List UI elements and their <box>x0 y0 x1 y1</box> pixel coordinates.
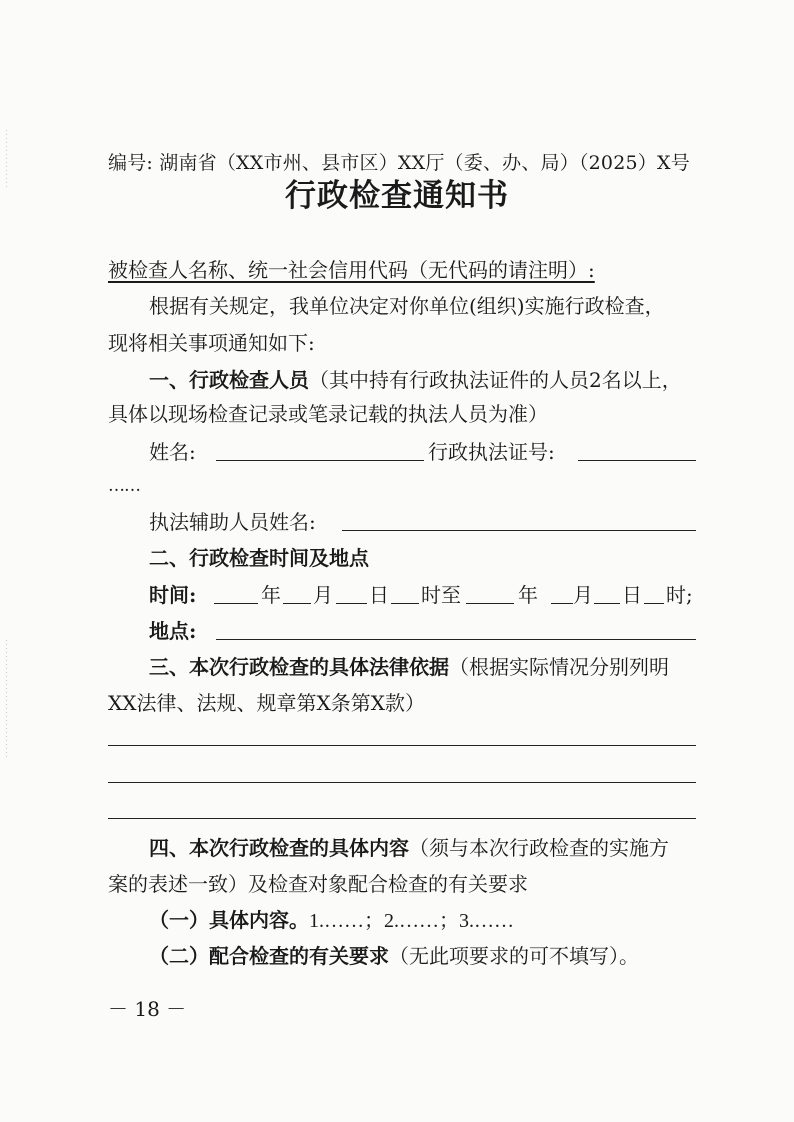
section-1-heading: 一、行政检查人员 <box>149 368 309 392</box>
section-4-heading: 四、本次行政检查的具体内容 <box>149 836 409 860</box>
place-label: 地点: <box>149 619 197 643</box>
end-month-unit: 月 <box>573 583 593 607</box>
end-day-unit: 日 <box>622 583 642 607</box>
place-field[interactable] <box>216 639 696 640</box>
end-month-field[interactable] <box>551 603 573 604</box>
inspector-name-field[interactable] <box>216 460 424 461</box>
page-number: － 18 － <box>108 997 187 1021</box>
section-1-paragraph <box>149 366 682 394</box>
start-month-field[interactable] <box>283 603 311 604</box>
start-year-field[interactable] <box>214 603 258 604</box>
end-hour-field[interactable] <box>644 603 664 604</box>
start-day-field[interactable] <box>336 603 367 604</box>
intro-text-line-2: 现将相关事项通知如下: <box>108 331 315 355</box>
assistant-name-field[interactable] <box>342 530 696 531</box>
subsection-2-label: （二）配合检查的有关要求 <box>149 944 389 968</box>
start-hour-unit: 时至 <box>421 583 461 607</box>
legal-basis-field-2[interactable] <box>108 782 696 783</box>
section-4-note: （须与本次行政检查的实施方 <box>409 836 669 860</box>
legal-basis-field-3[interactable] <box>108 818 696 819</box>
inspector-name-label: 姓名: <box>149 440 196 464</box>
start-hour-field[interactable] <box>391 603 419 604</box>
section-1-note: （其中持有行政执法证件的人员2名以上， <box>309 368 682 392</box>
page-title: 行政检查通知书 <box>285 178 509 214</box>
subsection-2-note: （无此项要求的可不填写）。 <box>389 944 639 968</box>
section-2-heading: 二、行政检查时间及地点 <box>149 546 369 570</box>
section-3-paragraph <box>149 653 669 681</box>
end-year-unit: 年 <box>518 583 538 607</box>
assistant-name-label: 执法辅助人员姓名: <box>149 510 316 534</box>
section-1-note-line-2: 具体以现场检查记录或笔录记载的执法人员为准） <box>108 402 548 426</box>
certificate-number-label: 行政执法证号: <box>428 440 555 464</box>
end-year-field[interactable] <box>466 603 514 604</box>
ellipsis: …… <box>108 476 140 496</box>
document-number: 编号: 湖南省（XX市州、县市区）XX厅（委、办、局）（2025）X号 <box>108 152 690 174</box>
intro-text-line-1: 根据有关规定，我单位决定对你单位(组织)实施行政检查， <box>149 294 665 318</box>
start-day-unit: 日 <box>369 583 389 607</box>
end-day-field[interactable] <box>594 603 620 604</box>
section-3-heading: 三、本次行政检查的具体法律依据 <box>149 655 449 679</box>
time-label: 时间: <box>149 583 197 607</box>
end-hour-unit: 时; <box>666 583 693 607</box>
addressee-line: 被检查人名称、统一社会信用代码（无代码的请注明）: <box>108 258 595 282</box>
legal-basis-field-1[interactable] <box>108 745 696 746</box>
subsection-1-items: 1.……；2.……；3.…… <box>309 910 514 932</box>
subsection-1 <box>149 906 514 935</box>
start-year-unit: 年 <box>261 583 281 607</box>
scan-margin-dots <box>6 640 7 760</box>
section-4-note-line-2: 案的表述一致）及检查对象配合检查的有关要求 <box>108 872 528 896</box>
section-4-paragraph <box>149 834 669 862</box>
certificate-number-field[interactable] <box>578 460 696 461</box>
start-month-unit: 月 <box>313 583 333 607</box>
subsection-2 <box>149 942 639 970</box>
section-3-note-line-2: XX法律、法规、规章第X条第X款） <box>108 691 425 715</box>
subsection-1-label: （一）具体内容。 <box>149 908 309 932</box>
section-3-note: （根据实际情况分别列明 <box>449 655 669 679</box>
